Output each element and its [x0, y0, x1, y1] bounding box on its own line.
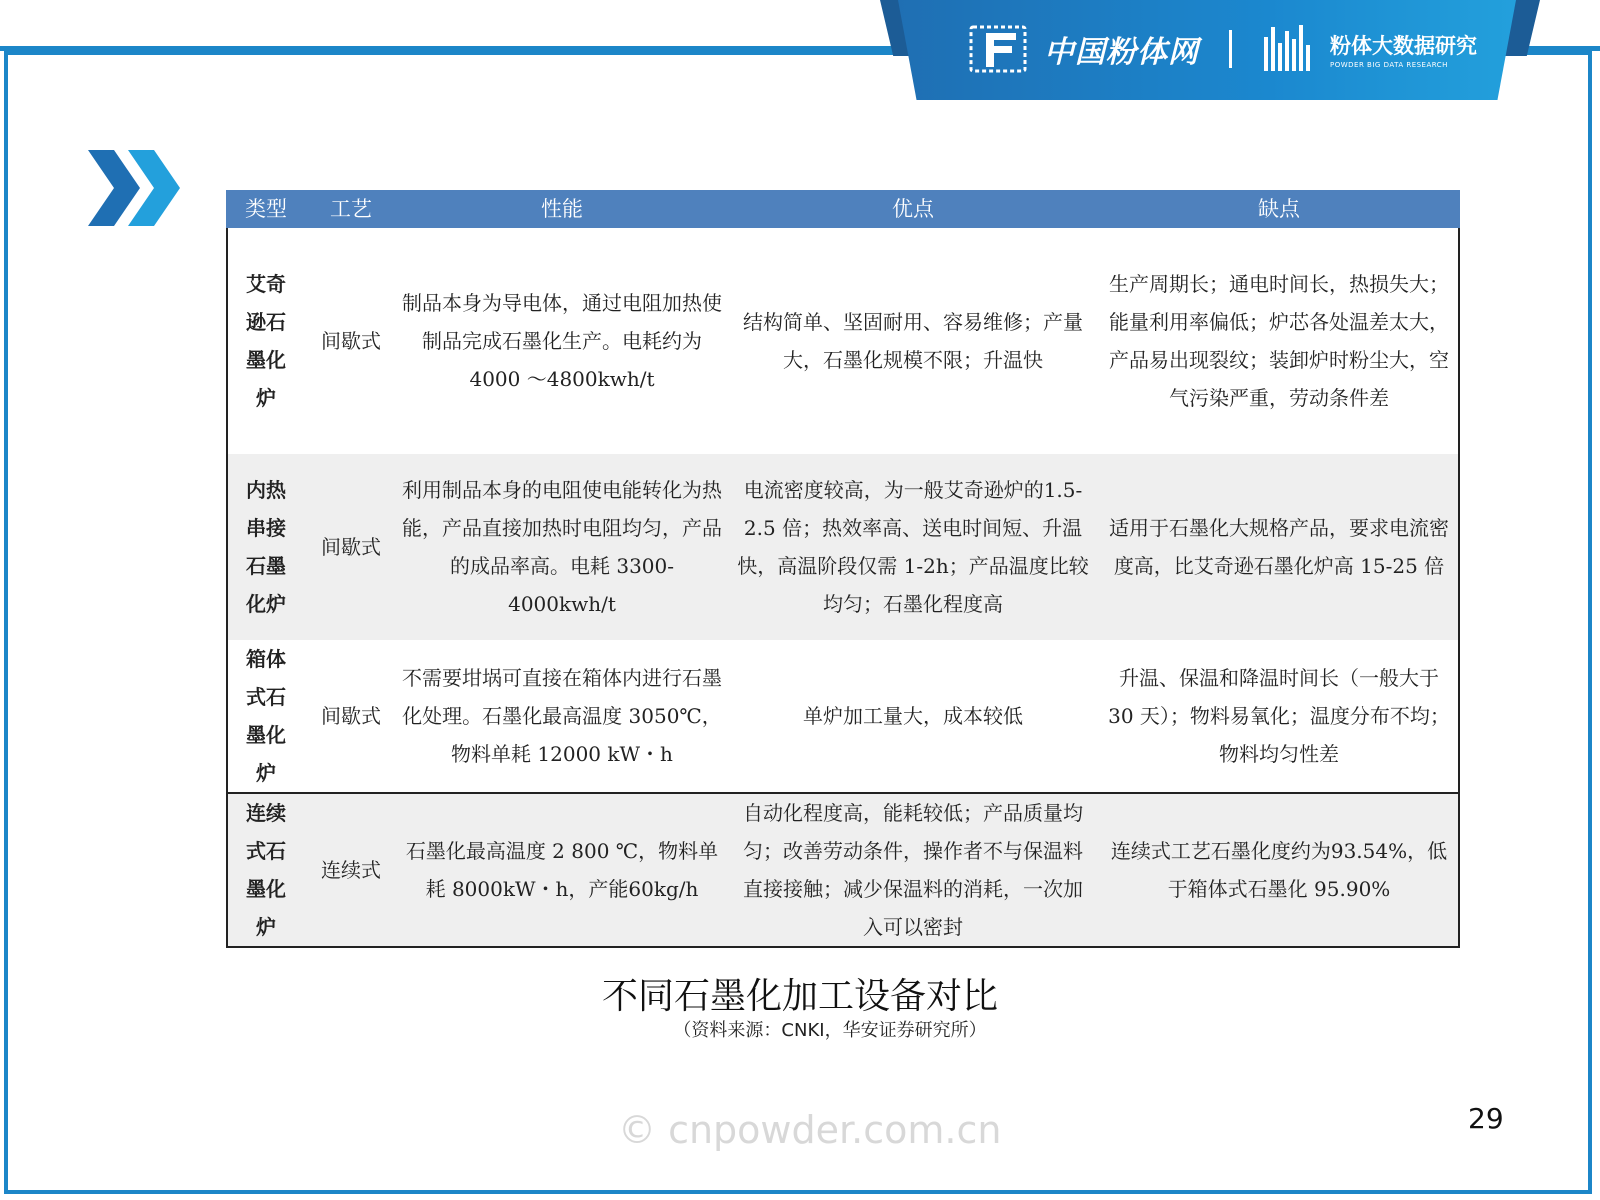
cell-performance: 利用制品本身的电阻使电能转化为热能，产品直接加热时电阻均匀，产品的成品率高。电耗 3300-4000kwh/t [396, 454, 728, 640]
cell-cons: 升温、保温和降温时间长（一般大于 30 天）；物料易氧化；温度分布不均；物料均匀性差 [1108, 666, 1450, 766]
table-border-left [226, 228, 228, 948]
cell-process: 间歇式 [306, 454, 396, 640]
cell-process: 间歇式 [321, 329, 381, 353]
cell-type: 艾奇逊石墨化炉 [246, 272, 286, 410]
table-row [226, 640, 1460, 793]
comparison-table [226, 190, 1460, 946]
col-header-process: 工艺 [306, 190, 396, 228]
watermark: © cnpowder.com.cn [618, 1108, 1002, 1152]
cell-cons: 连续式工艺石墨化度约为93.54%，低于箱体式石墨化 95.90% [1098, 793, 1460, 946]
source-note: （资料来源：CNKI，华安证券研究所） [673, 1020, 987, 1041]
col-header-pros: 优点 [728, 190, 1098, 228]
research-subtitle: POWDER BIG DATA RESEARCH [1330, 60, 1448, 69]
table-row [226, 454, 1460, 640]
cell-type: 箱体式石墨化炉 [246, 647, 286, 785]
double-chevron-icon [88, 150, 184, 226]
cell-performance: 石墨化最高温度 2 800 ℃，物料单耗 8000kW・h，产能60kg/h [396, 793, 728, 946]
header-logo [968, 22, 1477, 76]
table-border-right [1458, 228, 1460, 948]
cell-type: 连续式石墨化炉 [226, 793, 306, 946]
cell-pros: 结构简单、坚固耐用、容易维修；产量大，石墨化规模不限；升温快 [743, 310, 1083, 372]
cell-process: 连续式 [306, 793, 396, 946]
table-header-row [226, 190, 1460, 228]
cell-cons: 生产周期长；通电时间长，热损失大；能量利用率偏低；炉芯各处温差太大，产品易出现裂纹；装卸炉时粉尘大，空气污染严重，劳动条件差 [1109, 272, 1449, 410]
logo-divider [1229, 30, 1232, 68]
col-header-type: 类型 [226, 190, 306, 228]
cell-cons: 适用于石墨化大规格产品，要求电流密度高，比艾奇逊石墨化炉高 15-25 倍 [1098, 454, 1460, 640]
page-number: 29 [1468, 1102, 1504, 1135]
cell-performance: 不需要坩埚可直接在箱体内进行石墨化处理。石墨化最高温度 3050℃，物料单耗 12000 kW・h [402, 666, 722, 766]
cell-process: 间歇式 [321, 704, 381, 728]
col-header-cons: 缺点 [1098, 190, 1460, 228]
cell-pros: 自动化程度高，能耗较低；产品质量均匀；改善劳动条件，操作者不与保温料直接接触；减少保温料的消耗，一次加入可以密封 [728, 793, 1098, 946]
logo-name: 中国粉体网 [1044, 35, 1199, 70]
cell-performance: 制品本身为导电体，通过电阻加热使制品完成石墨化生产。电耗约为 4000 ～4800kwh/t [402, 291, 722, 391]
table-row [226, 793, 1460, 946]
cell-pros: 电流密度较高，为一般艾奇逊炉的1.5-2.5 倍；热效率高、送电时间短、升温快，高温阶段仅需 1-2h；产品温度比较均匀；石墨化程度高 [728, 454, 1098, 640]
cell-pros: 单炉加工量大，成本较低 [803, 704, 1023, 728]
table-caption: 不同石墨化加工设备对比 [601, 976, 998, 1017]
data-bars-icon [1262, 23, 1316, 75]
table-border-bottom [226, 946, 1460, 948]
cnpowder-logo-icon [968, 23, 1030, 75]
table-row [226, 228, 1460, 454]
col-header-performance: 性能 [396, 190, 728, 228]
cell-type: 内热串接石墨化炉 [226, 454, 306, 640]
research-title: 粉体大数据研究 [1330, 33, 1477, 58]
